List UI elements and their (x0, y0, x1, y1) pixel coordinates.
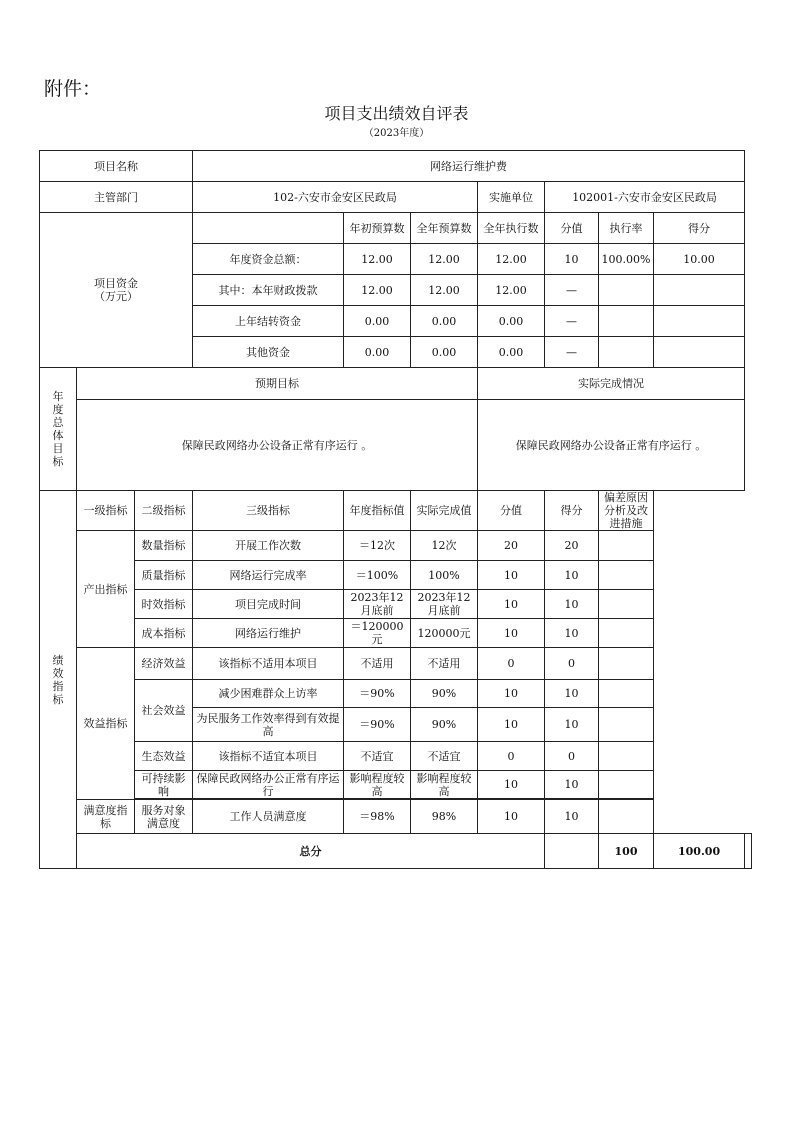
page-title: 项目支出绩效自评表 (324, 104, 469, 123)
unit-value: 102001-六安市金安区民政局 (545, 182, 745, 213)
indicator-target: ＝90% (344, 708, 411, 742)
ind-col-deviation: 偏差原因分析及改进措施 (599, 491, 654, 531)
total-score: 100.00 (654, 834, 745, 869)
benefit-indicator-label: 效益指标 (77, 648, 135, 800)
ind-col-actual: 实际完成值 (411, 491, 478, 531)
indicator-third: 网络运行完成率 (193, 561, 344, 590)
indicator-target: 不适宜 (344, 742, 411, 771)
indicator-third: 工作人员满意度 (193, 800, 344, 834)
indicator-target: ＝100% (344, 561, 411, 590)
goals-side-label (40, 368, 77, 491)
indicator-deviation (599, 648, 654, 680)
ind-col-third: 三级指标 (193, 491, 344, 531)
funds-annual: 12.00 (411, 275, 478, 306)
indicator-third: 保障民政网络办公正常有序运行 (193, 771, 344, 799)
funds-score-value: — (545, 275, 599, 306)
funds-score-value: — (545, 306, 599, 337)
indicator-actual: 不适宜 (411, 742, 478, 771)
indicator-score: 10 (545, 800, 599, 834)
indicator-second: 服务对象满意度 (135, 800, 193, 834)
funds-annual: 0.00 (411, 337, 478, 368)
funds-rate (599, 337, 654, 368)
funds-row-label: 上年结转资金 (193, 306, 344, 337)
indicator-third: 减少困难群众上访率 (193, 680, 344, 708)
indicator-score: 0 (545, 648, 599, 680)
funds-col-executed: 全年执行数 (478, 213, 545, 244)
funds-rate: 100.00% (599, 244, 654, 275)
indicator-deviation (599, 590, 654, 619)
indicator-third: 开展工作次数 (193, 531, 344, 561)
indicator-second: 成本指标 (135, 619, 193, 648)
indicator-actual: 100% (411, 561, 478, 590)
funds-label-line2: （万元） (94, 290, 138, 303)
funds-annual: 0.00 (411, 306, 478, 337)
indicator-target: 2023年12月底前 (344, 590, 411, 619)
indicator-row (40, 800, 752, 834)
goals-side-label-text: 年度总体目标 (52, 390, 64, 468)
goals-actual-label: 实际完成情况 (478, 368, 745, 400)
funds-col-initial: 年初预算数 (344, 213, 411, 244)
indicator-value: 10 (478, 619, 545, 648)
indicator-target: 影响程度较高 (344, 771, 411, 799)
indicator-target: ＝98% (344, 800, 411, 834)
indicator-actual: 98% (411, 800, 478, 834)
indicator-value: 20 (478, 531, 545, 561)
funds-executed: 0.00 (478, 337, 545, 368)
indicator-score: 0 (545, 742, 599, 771)
funds-header-blank (193, 213, 344, 244)
indicator-target: ＝120000元 (344, 619, 411, 648)
indicator-score: 20 (545, 531, 599, 561)
indicator-score: 10 (545, 680, 599, 708)
indicator-deviation (599, 680, 654, 708)
funds-col-score-value: 分值 (545, 213, 599, 244)
indicator-value: 10 (478, 771, 545, 799)
funds-rate (599, 306, 654, 337)
indicator-deviation (599, 619, 654, 648)
indicator-row (40, 648, 752, 680)
indicator-third: 该指标不适宜本项目 (193, 742, 344, 771)
indicator-deviation (599, 771, 654, 799)
funds-label (40, 213, 193, 368)
indicator-target: ＝90% (344, 680, 411, 708)
indicator-actual: 影响程度较高 (411, 771, 478, 799)
indicators-side-label (40, 491, 77, 869)
indicator-second: 数量指标 (135, 531, 193, 561)
funds-initial: 0.00 (344, 337, 411, 368)
indicator-deviation (599, 708, 654, 742)
funds-row-label: 其他资金 (193, 337, 344, 368)
funds-initial: 12.00 (344, 244, 411, 275)
funds-label-line1: 项目资金 (94, 277, 138, 290)
funds-annual: 12.00 (411, 244, 478, 275)
indicator-second: 社会效益 (135, 680, 193, 742)
indicator-actual: 120000元 (411, 619, 478, 648)
indicator-row (40, 561, 752, 590)
indicator-value: 10 (478, 590, 545, 619)
total-deviation (745, 834, 752, 869)
indicator-actual: 不适用 (411, 648, 478, 680)
funds-score (654, 337, 745, 368)
funds-executed: 12.00 (478, 275, 545, 306)
indicator-deviation (599, 531, 654, 561)
goals-expected-text: 保障民政网络办公设备正常有序运行 。 (77, 400, 478, 491)
indicator-second: 生态效益 (135, 742, 193, 771)
indicator-target: ＝12次 (344, 531, 411, 561)
page-subtitle: （2023年度） (363, 128, 430, 139)
output-indicator-label: 产出指标 (77, 531, 135, 648)
funds-initial: 0.00 (344, 306, 411, 337)
ind-col-second: 二级指标 (135, 491, 193, 531)
goals-actual-text: 保障民政网络办公设备正常有序运行 。 (478, 400, 745, 491)
indicator-score: 10 (545, 771, 599, 799)
evaluation-table (39, 150, 752, 869)
satisfaction-indicator-label: 满意度指标 (77, 800, 135, 834)
indicator-third: 项目完成时间 (193, 590, 344, 619)
indicator-second: 可持续影响 (135, 771, 193, 799)
indicator-actual: 2023年12月底前 (411, 590, 478, 619)
funds-score (654, 306, 745, 337)
dept-value: 102-六安市金安区民政局 (193, 182, 478, 213)
indicator-second: 经济效益 (135, 648, 193, 680)
indicator-deviation (599, 561, 654, 590)
total-label: 总分 (77, 834, 545, 869)
indicator-score: 10 (545, 708, 599, 742)
indicator-actual: 90% (411, 680, 478, 708)
indicator-second: 时效指标 (135, 590, 193, 619)
indicator-third: 为民服务工作效率得到有效提高 (193, 708, 344, 742)
funds-col-rate: 执行率 (599, 213, 654, 244)
goals-expected-label: 预期目标 (77, 368, 478, 400)
indicator-target: 不适用 (344, 648, 411, 680)
funds-score-value: 10 (545, 244, 599, 275)
indicator-value: 0 (478, 648, 545, 680)
ind-col-first: 一级指标 (77, 491, 135, 531)
indicator-row (40, 771, 752, 799)
funds-col-score: 得分 (654, 213, 745, 244)
indicator-deviation (599, 800, 654, 834)
indicator-row (40, 531, 752, 561)
project-name-label: 项目名称 (40, 151, 193, 182)
indicator-actual: 12次 (411, 531, 478, 561)
indicator-row (40, 680, 752, 708)
indicator-third: 网络运行维护 (193, 619, 344, 648)
dept-label: 主管部门 (40, 182, 193, 213)
indicator-value: 10 (478, 561, 545, 590)
indicator-value: 10 (478, 680, 545, 708)
indicator-deviation (599, 742, 654, 771)
indicator-value: 10 (478, 708, 545, 742)
funds-col-annual: 全年预算数 (411, 213, 478, 244)
total-value: 100 (599, 834, 654, 869)
project-name-value: 网络运行维护费 (193, 151, 745, 182)
indicator-row (40, 619, 752, 648)
funds-row-label: 其中：本年财政拨款 (193, 275, 344, 306)
unit-label: 实施单位 (478, 182, 545, 213)
funds-executed: 12.00 (478, 244, 545, 275)
indicator-second: 质量指标 (135, 561, 193, 590)
indicator-score: 10 (545, 619, 599, 648)
funds-initial: 12.00 (344, 275, 411, 306)
attachment-label: 附件： (44, 78, 102, 100)
funds-score (654, 275, 745, 306)
funds-row-label: 年度资金总额： (193, 244, 344, 275)
indicator-third: 该指标不适用本项目 (193, 648, 344, 680)
indicators-side-label-text: 绩效指标 (52, 653, 64, 706)
ind-col-target: 年度指标值 (344, 491, 411, 531)
indicator-value: 10 (478, 800, 545, 834)
funds-score-value: — (545, 337, 599, 368)
indicator-row (40, 742, 752, 771)
indicator-value: 0 (478, 742, 545, 771)
indicator-actual: 90% (411, 708, 478, 742)
indicator-score: 10 (545, 590, 599, 619)
funds-score: 10.00 (654, 244, 745, 275)
funds-executed: 0.00 (478, 306, 545, 337)
ind-col-score: 得分 (545, 491, 599, 531)
indicator-score: 10 (545, 561, 599, 590)
total-blank (545, 834, 599, 869)
indicator-row (40, 590, 752, 619)
ind-col-value: 分值 (478, 491, 545, 531)
funds-rate (599, 275, 654, 306)
